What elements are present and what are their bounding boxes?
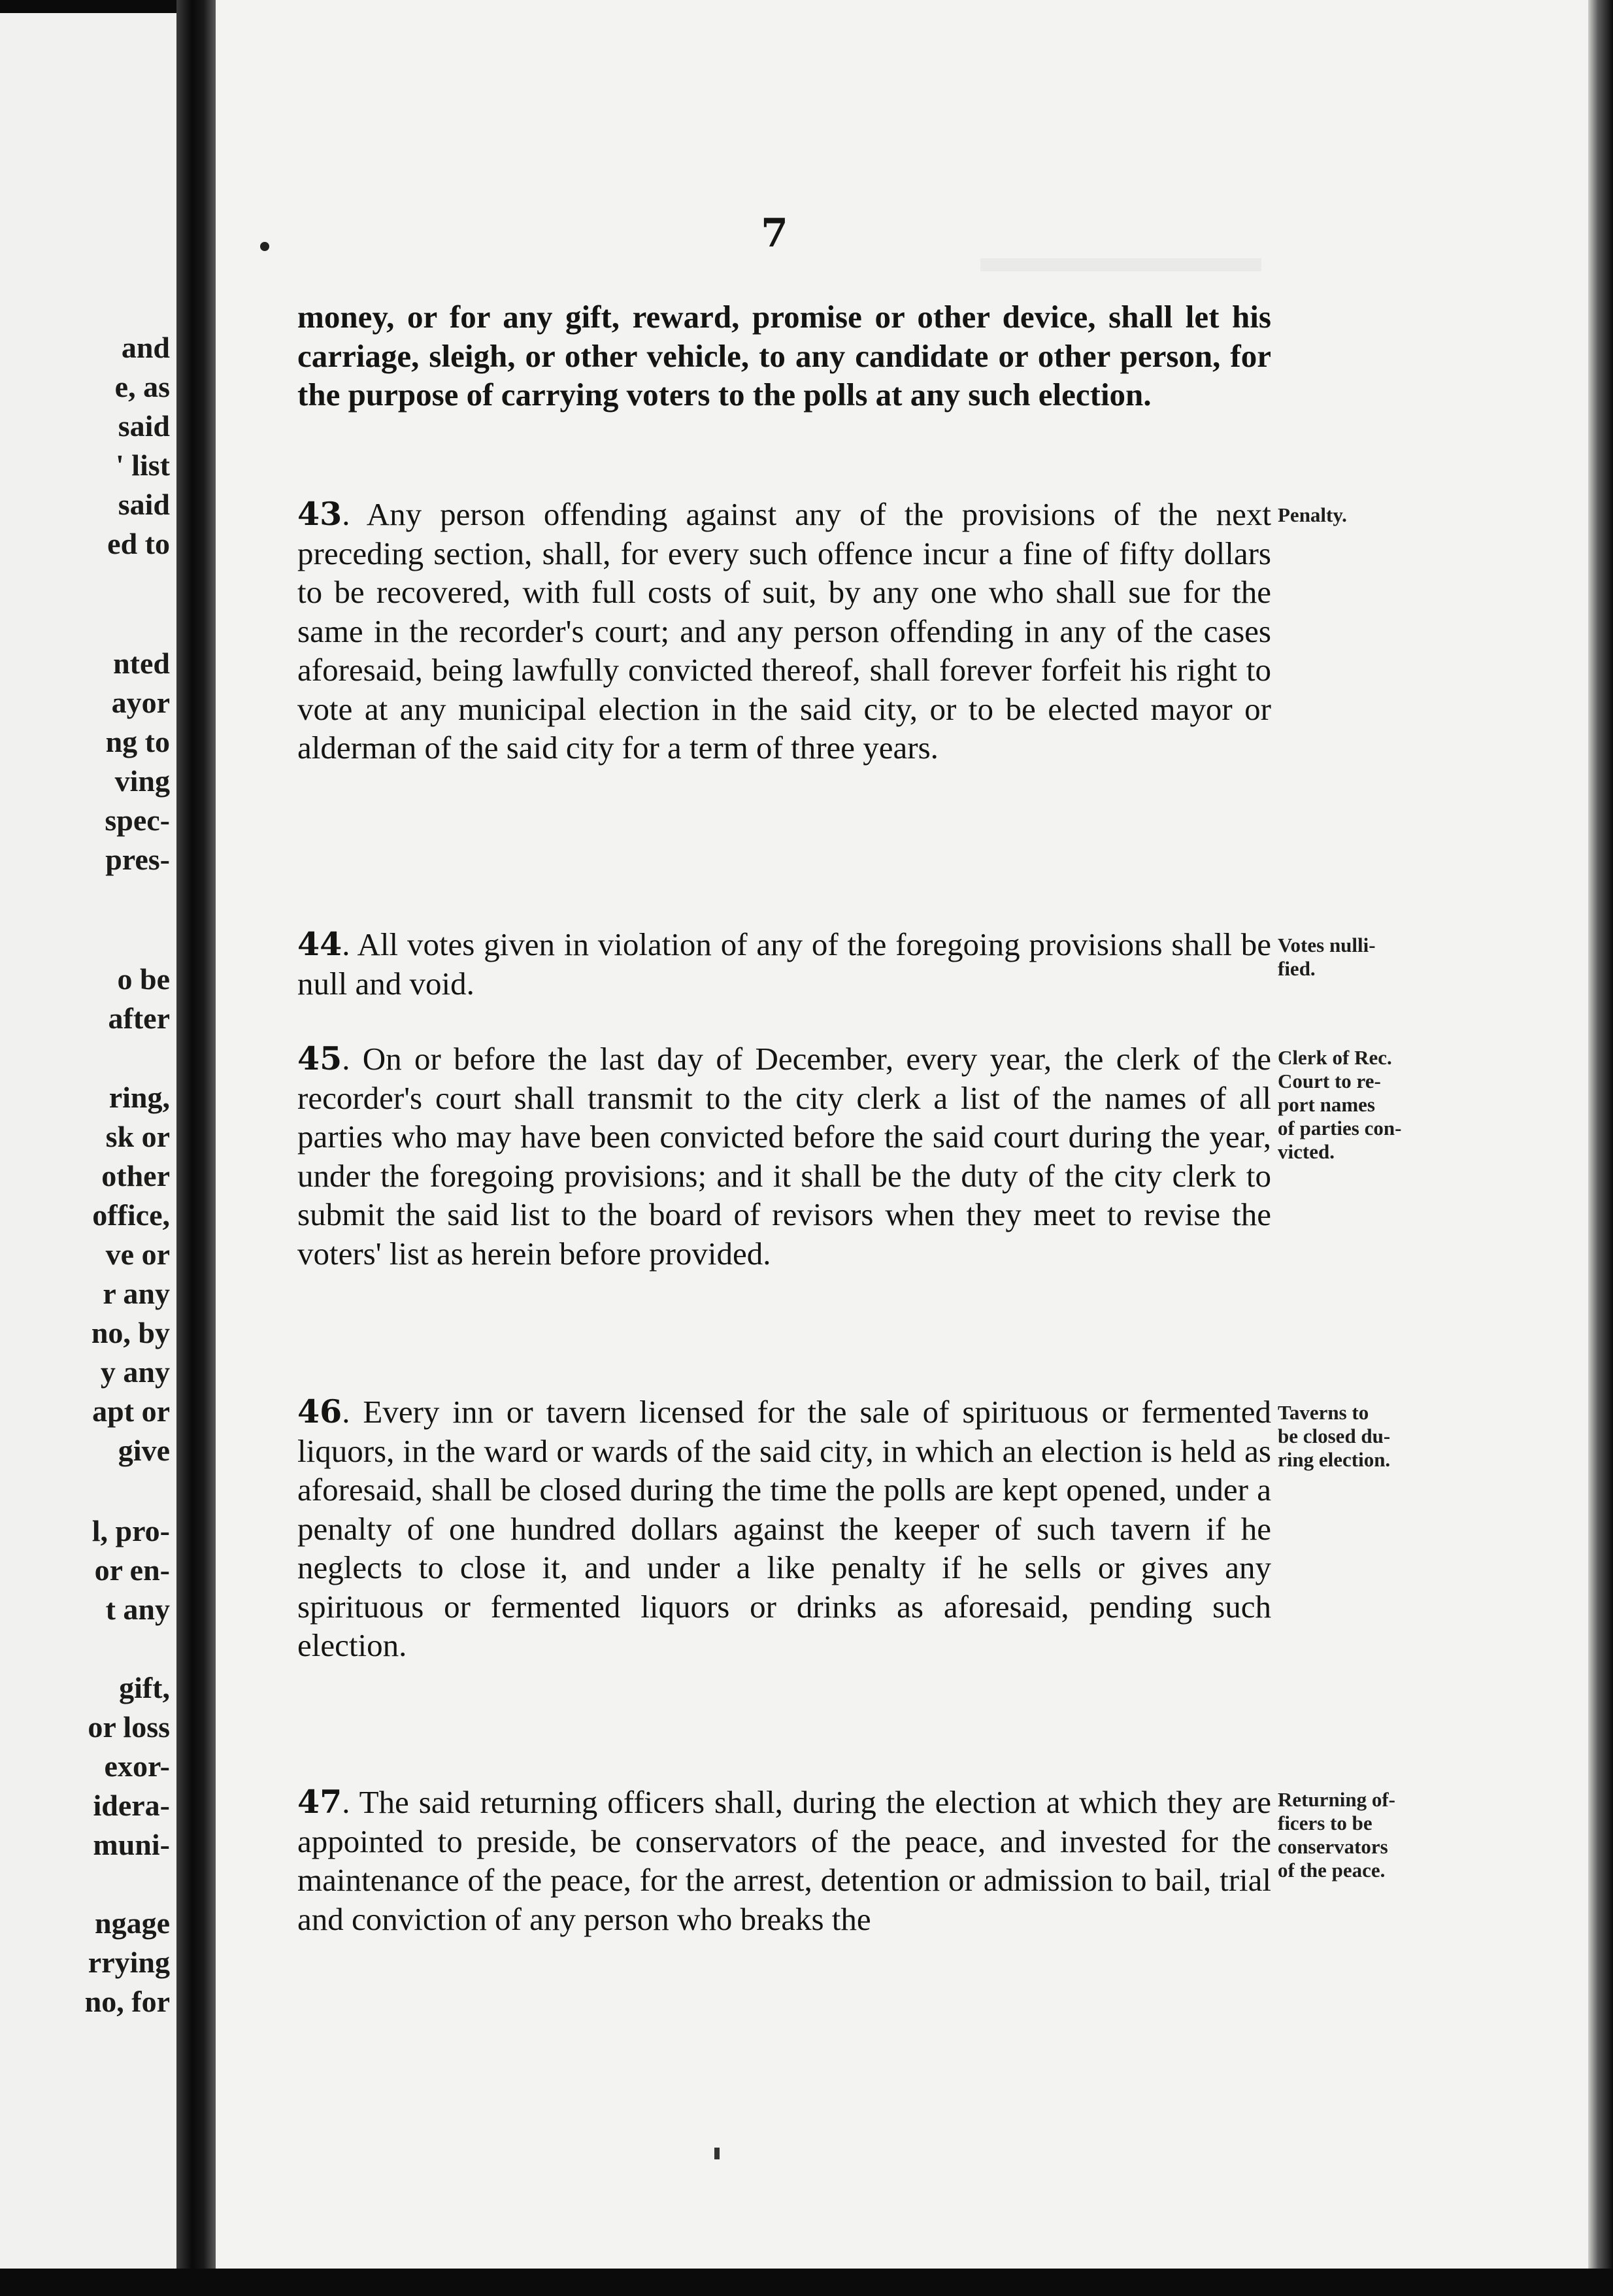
margin-note-line: port names xyxy=(1278,1093,1375,1116)
left-page-fragment: other xyxy=(101,1159,170,1192)
left-page-fragment: give xyxy=(118,1434,170,1467)
margin-note-penalty xyxy=(1278,503,1461,527)
margin-note-line: victed. xyxy=(1278,1140,1335,1163)
margin-note-line: Taverns to xyxy=(1278,1401,1369,1424)
section-47 xyxy=(297,1783,1271,1938)
intro-paragraph: money, or for any gift, reward, promise or other device, shall let his carriage, sleigh, or other vehicle, to any candidate or other person, for the purpose of carrying voters to the polls at any such election. xyxy=(297,299,1271,413)
left-page-fragment: said xyxy=(118,409,170,443)
left-page-fragment: after xyxy=(108,1002,170,1035)
section-45 xyxy=(297,1039,1271,1273)
left-page-fragment: ng to xyxy=(105,725,170,758)
section-text: . The said returning officers shall, during the election at which they are appointed to preside, be conservators of the peace, and invested for the maintenance of the peace, for the arrest, detention or admission to bail, trial and conviction of any person who breaks the xyxy=(297,1784,1271,1937)
section-number: 43 xyxy=(297,495,342,533)
left-page-fragment: ving xyxy=(114,764,170,798)
left-facing-page xyxy=(0,13,176,2275)
left-page-fragment: gift, xyxy=(119,1671,170,1704)
margin-note-line: Court to re- xyxy=(1278,1070,1381,1092)
left-page-fragment: ' list xyxy=(115,448,170,482)
page-bottom-edge xyxy=(0,2269,1613,2296)
section-number: 45 xyxy=(297,1039,342,1077)
left-page-fragment: said xyxy=(118,488,170,521)
page-number: 7 xyxy=(761,211,788,256)
left-page-fragment: o be xyxy=(117,962,170,996)
left-page-fragment: and xyxy=(121,331,170,364)
page-right-edge xyxy=(1588,0,1613,2296)
left-page-fragment: or loss xyxy=(88,1710,170,1744)
margin-note-line: Penalty. xyxy=(1278,503,1347,526)
margin-note-votes-nullified xyxy=(1278,934,1461,981)
section-46 xyxy=(297,1393,1271,1665)
margin-note-line: Clerk of Rec. xyxy=(1278,1046,1392,1069)
section-number: 47 xyxy=(297,1783,342,1821)
margin-note-line: of the peace. xyxy=(1278,1859,1386,1882)
left-page-fragment: ring, xyxy=(108,1081,170,1114)
margin-note-line: Votes nulli- xyxy=(1278,934,1376,956)
ink-dot xyxy=(260,242,269,251)
margin-note-line: ficers to be xyxy=(1278,1812,1372,1834)
left-page-fragment: ngage xyxy=(95,1906,170,1940)
left-page-fragment: no, by xyxy=(91,1316,170,1349)
left-page-fragment: apt or xyxy=(92,1394,170,1428)
left-page-fragment: ed to xyxy=(107,527,170,560)
left-page-fragment: exor- xyxy=(104,1749,170,1783)
bleed-through-mark xyxy=(980,258,1261,271)
left-page-fragment: spec- xyxy=(105,803,170,837)
left-page-fragment: muni- xyxy=(93,1828,170,1861)
margin-note-line: conservators xyxy=(1278,1835,1388,1858)
left-page-fragment: idera- xyxy=(93,1789,170,1822)
left-page-fragment: office, xyxy=(92,1198,170,1232)
margin-note-line: fied. xyxy=(1278,957,1316,980)
left-page-fragment: l, pro- xyxy=(91,1514,170,1547)
left-page-fragment: r any xyxy=(103,1277,170,1310)
ink-speck xyxy=(714,2148,720,2159)
section-43 xyxy=(297,495,1271,768)
section-text: . All votes given in violation of any of the foregoing provisions shall be null and void. xyxy=(297,926,1271,1002)
margin-note-line: of parties con- xyxy=(1278,1117,1402,1140)
section-number: 44 xyxy=(297,925,342,963)
left-page-fragment: pres- xyxy=(105,843,170,876)
left-page-fragment: ve or xyxy=(105,1238,170,1271)
left-page-fragment: y any xyxy=(100,1355,170,1389)
left-page-fragment: nted xyxy=(113,647,170,680)
left-page-fragment: t any xyxy=(105,1593,170,1626)
margin-note-line: ring election. xyxy=(1278,1448,1391,1471)
section-44 xyxy=(297,925,1271,1003)
left-page-fragment: no, for xyxy=(84,1985,170,2018)
section-number: 46 xyxy=(297,1393,342,1430)
left-page-fragment: rrying xyxy=(88,1946,170,1979)
margin-note-taverns xyxy=(1278,1401,1461,1472)
section-text: . Any person offending against any of the provisions of the next preceding section, shall, for every such offence incur a fine of fifty dollars to be recovered, with full costs of suit, by any one who shall sue for the same in the recorder's court; and any person offending in any of the cases aforesaid, being lawfully convicted thereof, shall forever forfeit his right to vote at any municipal election in the said city, or to be elected mayor or alderman of the said city for a term of three years. xyxy=(297,496,1271,766)
margin-note-returning-officers xyxy=(1278,1788,1461,1882)
left-page-fragment: or en- xyxy=(94,1553,170,1587)
margin-note-line: Returning of- xyxy=(1278,1788,1395,1811)
margin-note-clerk-report xyxy=(1278,1046,1461,1164)
margin-note-line: be closed du- xyxy=(1278,1425,1391,1447)
left-page-fragment: sk or xyxy=(105,1120,170,1153)
left-page-fragment: ayor xyxy=(111,686,170,719)
section-text: . On or before the last day of December, every year, the clerk of the recorder's court shall transmit to the city clerk a list of the names of all parties who may have been convicted before the said court during the year, under the foregoing provisions; and it shall be the duty of the city clerk to submit the said list to the board of revisors when they meet to revise the voters' list as herein before provided. xyxy=(297,1041,1271,1272)
left-page-fragment: e, as xyxy=(114,370,170,403)
book-gutter xyxy=(176,0,216,2296)
section-text: . Every inn or tavern licensed for the sale of spirituous or fermented liquors, in the ward or wards of the said city, in which an election is held as aforesaid, shall be closed during the time the polls are kept opened, under a penalty of one hundred dollars against the keeper of such tavern if he neglects to close it, and under a like penalty if he sells or gives any spirituous or fermented liquors or drinks as aforesaid, pending such election. xyxy=(297,1394,1271,1663)
